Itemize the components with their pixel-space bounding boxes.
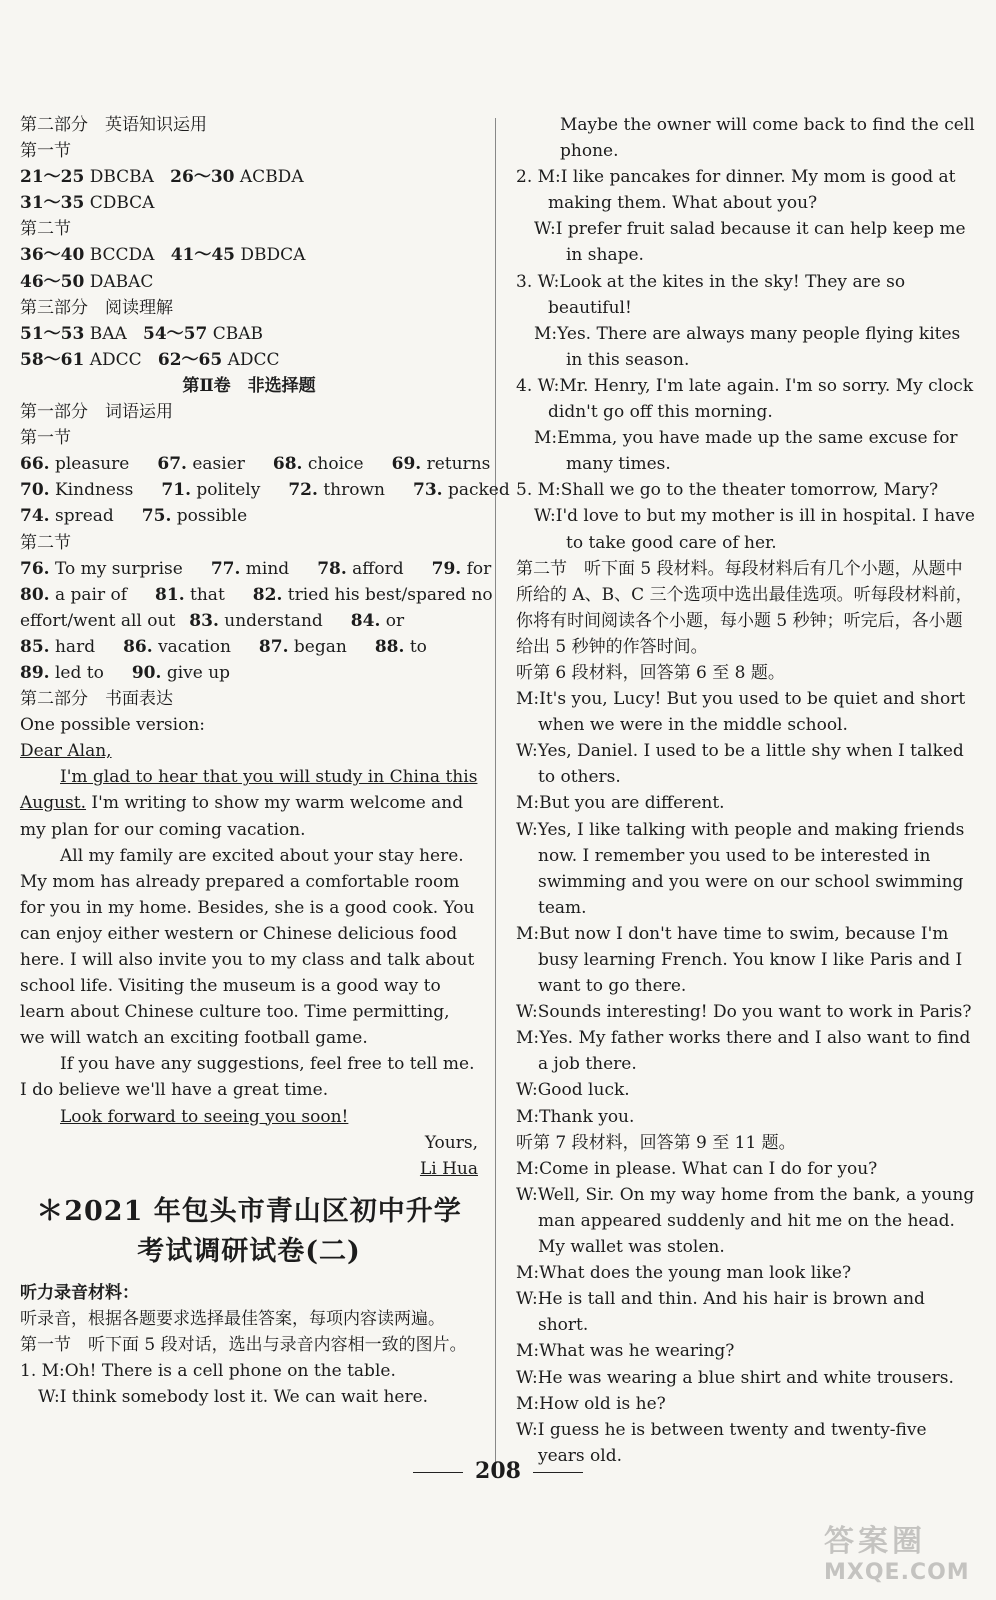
version-label: One possible version:: [20, 715, 205, 736]
page-rule-left: [413, 1472, 463, 1473]
right-column: [516, 112, 976, 1469]
listening-section-1: 第一节 听下面 5 段对话，选出与录音内容相一致的图片。: [20, 1335, 467, 1356]
signature-name: Li Hua: [419, 1158, 478, 1179]
dialogue-continuation: Maybe the owner will come back to find the cell phone.: [560, 115, 975, 162]
dialogue-line: W:Yes, Daniel. I used to be a little shy when I talked to others.: [516, 741, 964, 788]
answer-row: 36～40 BCCDA 41～45 DBDCA: [20, 245, 306, 266]
dialogue-line: M:What does the young man look like?: [516, 1263, 852, 1284]
exam-title: ＊2021 年包头市青山区初中升学 考试调研试卷(二): [36, 1195, 462, 1267]
dialogue-line: W:Good luck.: [516, 1080, 630, 1101]
answer-row: 74. spread 75. possible: [20, 506, 248, 527]
answer-row: 89. led to 90. give up: [20, 662, 231, 683]
answer-row: 51～53 BAA 54～57 CBAB: [20, 323, 264, 344]
dialogue-line: M:Thank you.: [516, 1106, 635, 1127]
dialogue-line: M:But now I don't have time to swim, because I'm busy learning French. You know I like Paris and I want to go there.: [516, 923, 963, 997]
passage-prompt: 听第 6 段材料，回答第 6 至 8 题。: [516, 662, 785, 683]
dialogue-line: W:He was wearing a blue shirt and white trousers.: [516, 1367, 954, 1388]
dialogue-line: M:Yes. My father works there and I also want to find a job there.: [516, 1028, 971, 1075]
dialogue-line: 5. M:Shall we go to the theater tomorrow, Mary?: [516, 480, 939, 501]
letter-paragraph: All my family are excited about your stay here. My mom has already prepared a comfortable room for you in my home. Besides, she is a good cook. You can enjoy either western or Chinese delicious food here. I will also invite you to my class and talk about school life. Visiting the museum is a good way to learn about Chinese culture too. Time permitting, we will watch an exciting football game.: [20, 845, 475, 1049]
dialogue-line: W:Well, Sir. On my way home from the bank, a young man appeared suddenly and hit me on the head. My wallet was stolen.: [516, 1184, 975, 1258]
answer-row: effort/went all out 83. understand 84. or: [20, 610, 405, 631]
section-heading: 第二部分 英语知识运用: [20, 115, 207, 135]
section-heading: 第二部分 书面表达: [20, 689, 173, 710]
dialogue-line: M:What was he wearing?: [516, 1341, 735, 1362]
volume-heading: 第Ⅱ卷 非选择题: [182, 375, 316, 396]
dialogue-line: M:It's you, Lucy! But you used to be quiet and short when we were in the middle school.: [516, 689, 966, 736]
dialogue-line: M:How old is he?: [516, 1393, 666, 1414]
left-column: [20, 112, 510, 1410]
answer-row: 58～61 ADCC 62～65 ADCC: [20, 349, 280, 370]
dialogue-line: W:I prefer fruit salad because it can help keep me in shape.: [534, 219, 966, 266]
signature-yours: Yours,: [424, 1132, 478, 1153]
watermark-url: MXQE.COM: [824, 1560, 970, 1585]
subsection-heading: 第一节: [20, 141, 71, 162]
letter-paragraph: If you have any suggestions, feel free to tell me. I do believe we'll have a great time.: [20, 1054, 475, 1101]
watermark-text: 答案圈: [824, 1524, 926, 1559]
passage-prompt: 听第 7 段材料，回答第 9 至 11 题。: [516, 1132, 796, 1153]
answer-row: 80. a pair of 81. that 82. tried his best/spared no: [20, 584, 493, 605]
dialogue-line: W:He is tall and thin. And his hair is brown and short.: [516, 1289, 925, 1336]
section-heading: 第三部分 阅读理解: [20, 297, 173, 318]
dialogue-line: W:I guess he is between twenty and twenty-five years old.: [516, 1419, 927, 1466]
subsection-heading: 第二节: [20, 532, 71, 553]
answer-row: 21～25 DBCBA 26～30 ACBDA: [20, 167, 304, 188]
subsection-heading: 第二节: [20, 219, 71, 240]
listening-instruction: 听录音，根据各题要求选择最佳答案，每项内容读两遍。: [20, 1308, 445, 1329]
answer-row: 76. To my surprise 77. mind 78. afford 79. for: [20, 558, 492, 579]
dialogue-line: W:I'd love to but my mother is ill in hospital. I have to take good care of her.: [534, 506, 975, 553]
dialogue-line: 2. M:I like pancakes for dinner. My mom is good at making them. What about you?: [516, 167, 956, 214]
column-divider: [495, 118, 496, 1478]
page-rule-right: [533, 1472, 583, 1473]
subsection-heading: 第一节: [20, 428, 71, 449]
dialogue-line: 3. W:Look at the kites in the sky! They are so beautiful!: [516, 271, 906, 318]
salutation: Dear Alan,: [20, 741, 112, 762]
answer-row: 85. hard 86. vacation 87. began 88. to: [20, 636, 427, 657]
dialogue-line: W:I think somebody lost it. We can wait here.: [38, 1387, 429, 1408]
dialogue-line: 4. W:Mr. Henry, I'm late again. I'm so sorry. My clock didn't go off this morning.: [516, 375, 974, 423]
answer-row: 46～50 DABAC: [20, 271, 154, 292]
answer-row: 31～35 CDBCA: [20, 193, 155, 214]
section-heading: 第一部分 词语运用: [20, 402, 173, 423]
dialogue-line: M:Yes. There are always many people flying kites in this season.: [534, 323, 961, 370]
watermark-logo: [824, 1516, 974, 1586]
dialogue-line: M:Emma, you have made up the same excuse for many times.: [534, 428, 958, 475]
dialogue-line: W:Sounds interesting! Do you want to work in Paris?: [516, 1002, 972, 1023]
dialogue-line: 1. M:Oh! There is a cell phone on the table.: [20, 1361, 396, 1382]
dialogue-line: M:But you are different.: [516, 793, 725, 814]
dialogue-line: W:Yes, I like talking with people and making friends now. I remember you used to be interested in swimming and you were on our school swimming team.: [516, 819, 965, 918]
listening-heading: 听力录音材料：: [20, 1282, 139, 1303]
answer-row: 70. Kindness 71. politely 72. thrown 73. packed: [20, 480, 510, 501]
answer-row: 66. pleasure 67. easier 68. choice 69. returns: [20, 454, 491, 475]
dialogue-line: M:Come in please. What can I do for you?: [516, 1158, 878, 1179]
listening-section-2: 第二节 听下面 5 段材料。每段材料后有几个小题，从题中所给的 A、B、C 三个选项中选出最佳选项。听每段材料前，你将有时间阅读各个小题，每小题 5 秒钟；听完后，各小题给出 5 秒钟的作答时间。: [516, 558, 973, 657]
page-number: 208: [0, 1458, 996, 1484]
letter-paragraph: I'm glad to hear that you will study in China this August. I'm writing to show my warm welcome and my plan for our coming vacation.: [20, 767, 478, 840]
letter-closing: Look forward to seeing you soon!: [60, 1106, 349, 1127]
